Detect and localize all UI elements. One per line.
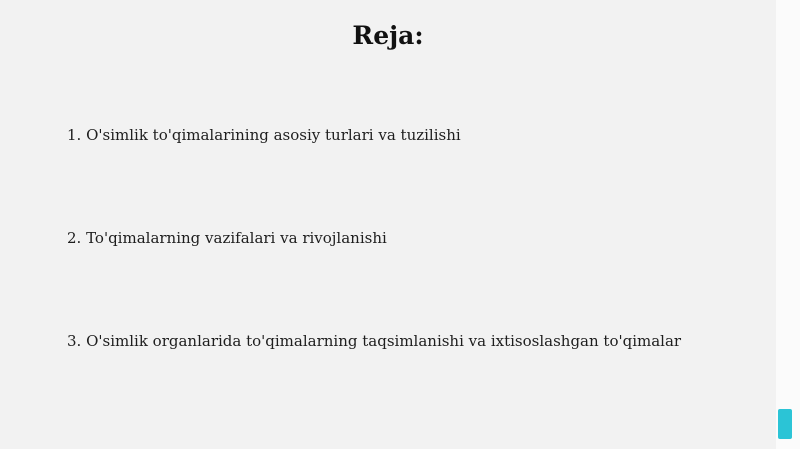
slide-title: Reja: xyxy=(352,21,424,50)
plan-item-1: 1. O'simlik to'qimalarining asosiy turlari va tuzilishi xyxy=(67,126,461,144)
plan-item-2: 2. To'qimalarning vazifalari va rivojlanishi xyxy=(67,229,387,247)
scrollbar-thumb[interactable] xyxy=(778,409,792,439)
scrollbar-track[interactable] xyxy=(776,0,800,449)
plan-item-3: 3. O'simlik organlarida to'qimalarning taqsimlanishi va ixtisoslashgan to'qimalar xyxy=(67,332,682,350)
